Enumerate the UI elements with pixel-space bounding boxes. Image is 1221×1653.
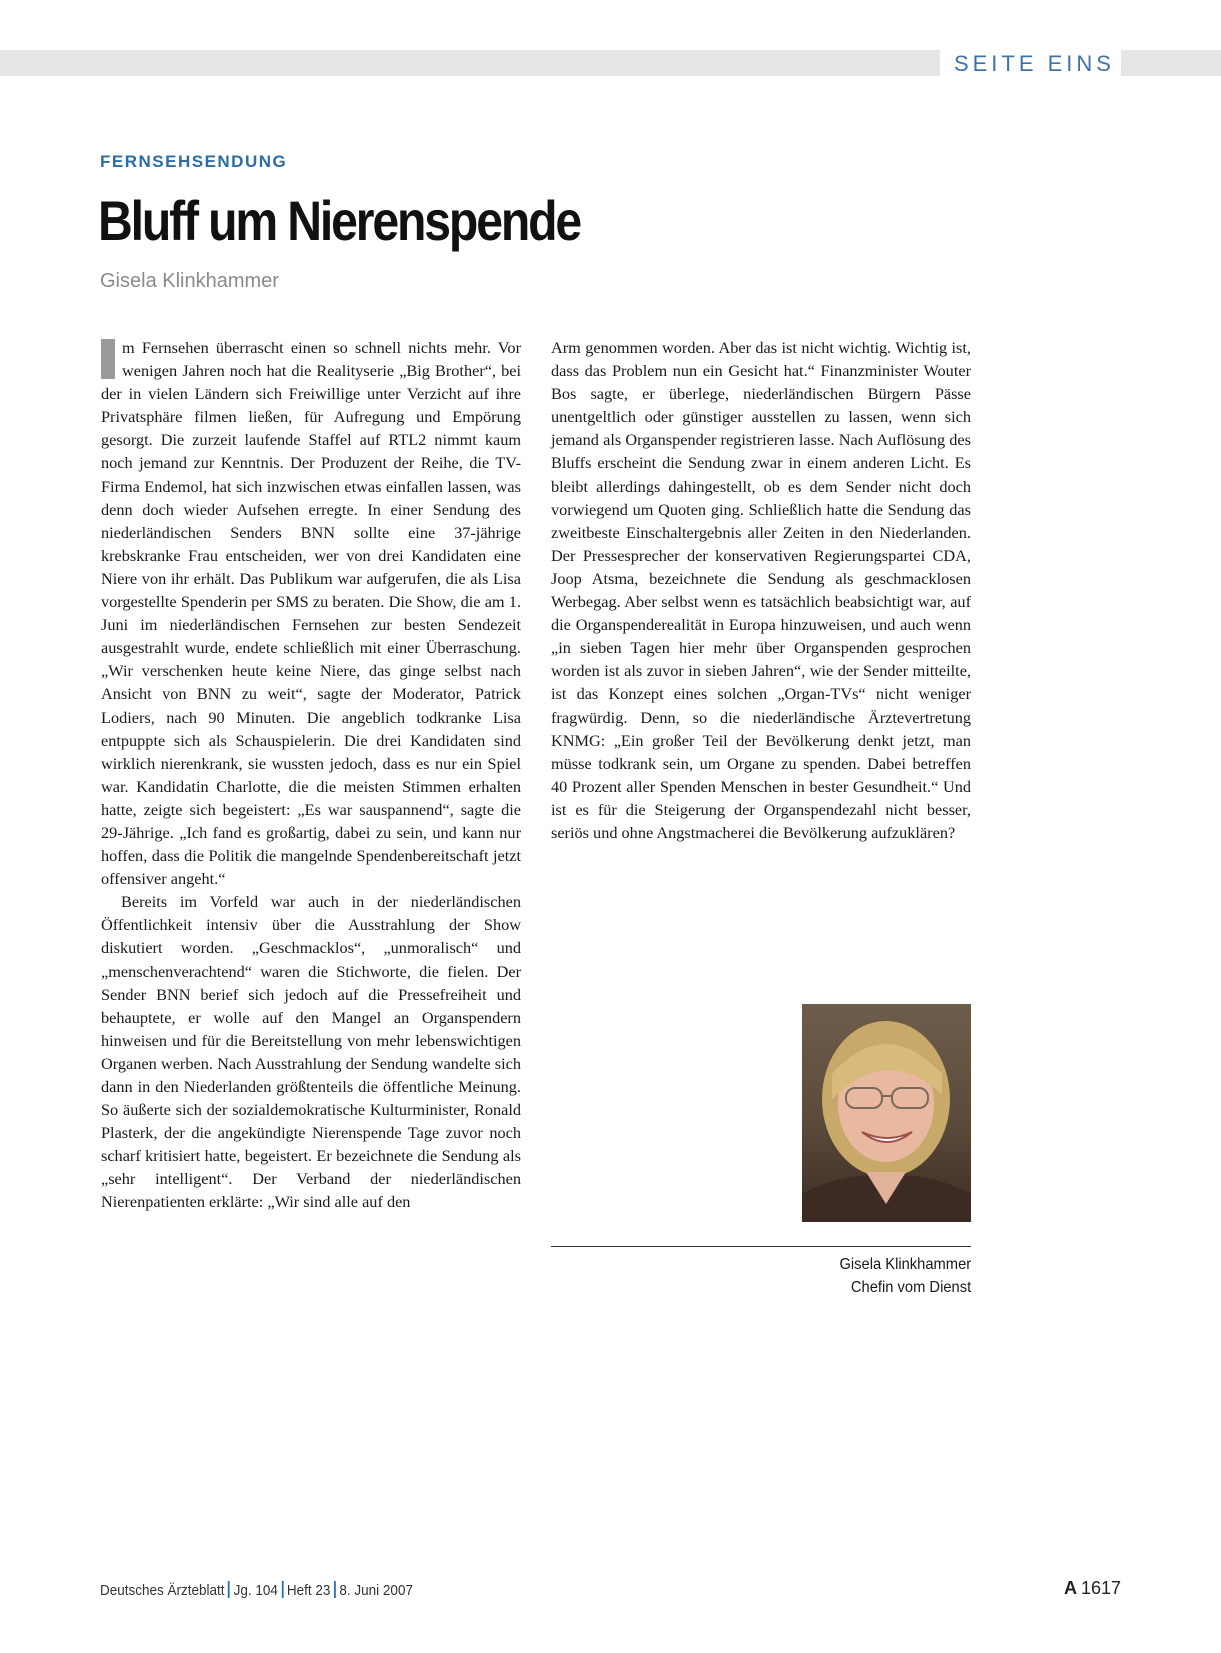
article-paragraph [101,336,521,890]
article-column-right [551,336,971,844]
footer-separator [228,1581,230,1598]
footer-separator [334,1581,336,1598]
page-number [1064,1578,1121,1599]
footer-date: 8. Juni 2007 [339,1582,413,1599]
page-footer [100,1581,413,1599]
article-paragraph: Bereits im Vorfeld war auch in der niederländischen Öffentlichkeit intensiv über die Ausstrahlung der Show diskutiert worden. „Geschmacklos“, „unmoralisch“ und „menschenverachtend“ waren die Stichworte, die fielen. Der Sender BNN berief sich jedoch auf die Pressefreiheit und behauptete, er wolle auf den Mangel an Organspendern hinweisen und für die Bereitstellung von mehr lebenswichtigen Organen werben. Nach Ausstrahlung der Sendung wandelte sich dann in den Niederlanden größtenteils die öffentliche Meinung. So äußerte sich der sozialdemokratische Kulturminister, Ronald Plasterk, der die angekündigte Nierenspende Tage zuvor noch scharf kritisiert hatte, begeistert. Er bezeichnete die Sendung als „sehr intelligent“. Der Verband der niederländischen Nierenpatienten erklärte: „Wir sind alle auf den [101,892,521,1212]
footer-separator [281,1581,283,1598]
caption-role: Chefin vom Dienst [850,1279,971,1296]
page-number-value: 1617 [1080,1578,1121,1598]
caption-name: Gisela Klinkhammer [839,1256,971,1273]
page-prefix: A [1063,1578,1077,1598]
article-headline: Bluff um Nierenspende [98,189,581,252]
author-photo [802,1004,971,1222]
article-paragraph: Arm genommen worden. Aber das ist nicht wichtig. Wichtig ist, dass das Problem nun ein Gesicht hat.“ Finanzminister Wouter Bos sagte, er überlege, niederländischen Bürgern Pässe unentgeltlich oder günstiger ausstellen zu lassen, wenn sich jemand als Organspender registrieren lasse. Nach Auflösung des Bluffs erscheint die Sendung zwar in einem anderen Licht. Es bleibt allerdings dahingestellt, ob es dem Sender nicht doch vorwiegend um Quoten ging. Schließlich hatte die Sendung das zweitbeste Einschaltergebnis aller Zeiten in den Niederlanden. Der Pressesprecher der konservativen Regierungspartei CDA, Joop Atsma, bezeichnete die Sendung als geschmacklosen Werbegag. Aber selbst wenn es tatsächlich beabsichtigt war, auf die Organspenderealität in Europa hinzuweisen, und auch wenn „in sieben Tagen hier mehr über Organspenden gesprochen worden ist als zuvor in sieben Jahren“, wie der Sender mitteilte, ist das Konzept eines solchen „Organ-TVs“ nicht weniger fragwürdig. Denn, so die niederländische Ärztevertretung KNMG: „Ein großer Teil der Bevölkerung denkt jetzt, man müsse todkrank sein, um Organe zu spenden. Dabei betreffen 40 Prozent aller Spenden Menschen in bester Gesundheit.“ Und ist es für die Steigerung der Organspendezahl nicht besser, seriös und ohne Angstmacherei die Bevölkerung aufzuklären? [551,338,971,842]
section-title: SEITE EINS [940,50,1121,76]
portrait-illustration [802,1004,971,1222]
article-byline: Gisela Klinkhammer [100,270,279,292]
drop-cap [101,339,115,379]
article-column-left [101,336,521,1214]
footer-volume: Jg. 104 [233,1582,278,1599]
caption-rule [551,1246,971,1247]
paragraph-text: m Fernsehen überrascht einen so schnell nichts mehr. Vor wenigen Jahren noch hat die Realityserie „Big Brother“, bei der in vielen Ländern sich Freiwillige unter Verzicht auf ihre Privatsphäre filmen ließen, für Aufregung und Empörung gesorgt. Die zurzeit laufende Staffel auf RTL2 nimmt kaum noch jemand zur Kenntnis. Der Produzent der Reihe, die TV-Firma Endemol, hat sich inzwischen etwas einfallen lassen, was denn doch wieder Aufsehen erregte. In einer Sendung des niederländischen Senders BNN sollte eine 37-jährige krebskranke Frau entscheiden, wer von drei Kandidaten eine Niere von ihr erhält. Das Publikum war aufgerufen, die als Lisa vorgestellte Spenderin per SMS zu beraten. Die Show, die am 1. Juni im niederländischen Fernsehen zur besten Sendezeit ausgestrahlt wurde, endete schließlich mit einer Überraschung. „Wir verschenken heute keine Niere, das ginge selbst nach Ansicht von BNN zu weit“, sagte der Moderator, Patrick Lodiers, nach 90 Minuten. Die angeblich todkranke Lisa entpuppte sich als Schauspielerin. Die drei Kandidaten sind wirklich nierenkrank, sie wussten jedoch, dass es nur ein Spiel war. Kandidatin Charlotte, die die meisten Stimmen erhalten hatte, zeigte sich begeistert: „Es war sauspannend“, sagte die 29-Jährige. „Ich fand es großartig, dabei zu sein, und kann nur hoffen, dass die Politik die mangelnde Spendenbereitschaft jetzt offensiver angeht.“ [101,338,521,889]
photo-caption [839,1253,971,1299]
footer-issue: Heft 23 [286,1582,331,1599]
article-kicker: FERNSEHSENDUNG [100,152,288,171]
footer-journal: Deutsches Ärzteblatt [100,1582,225,1599]
